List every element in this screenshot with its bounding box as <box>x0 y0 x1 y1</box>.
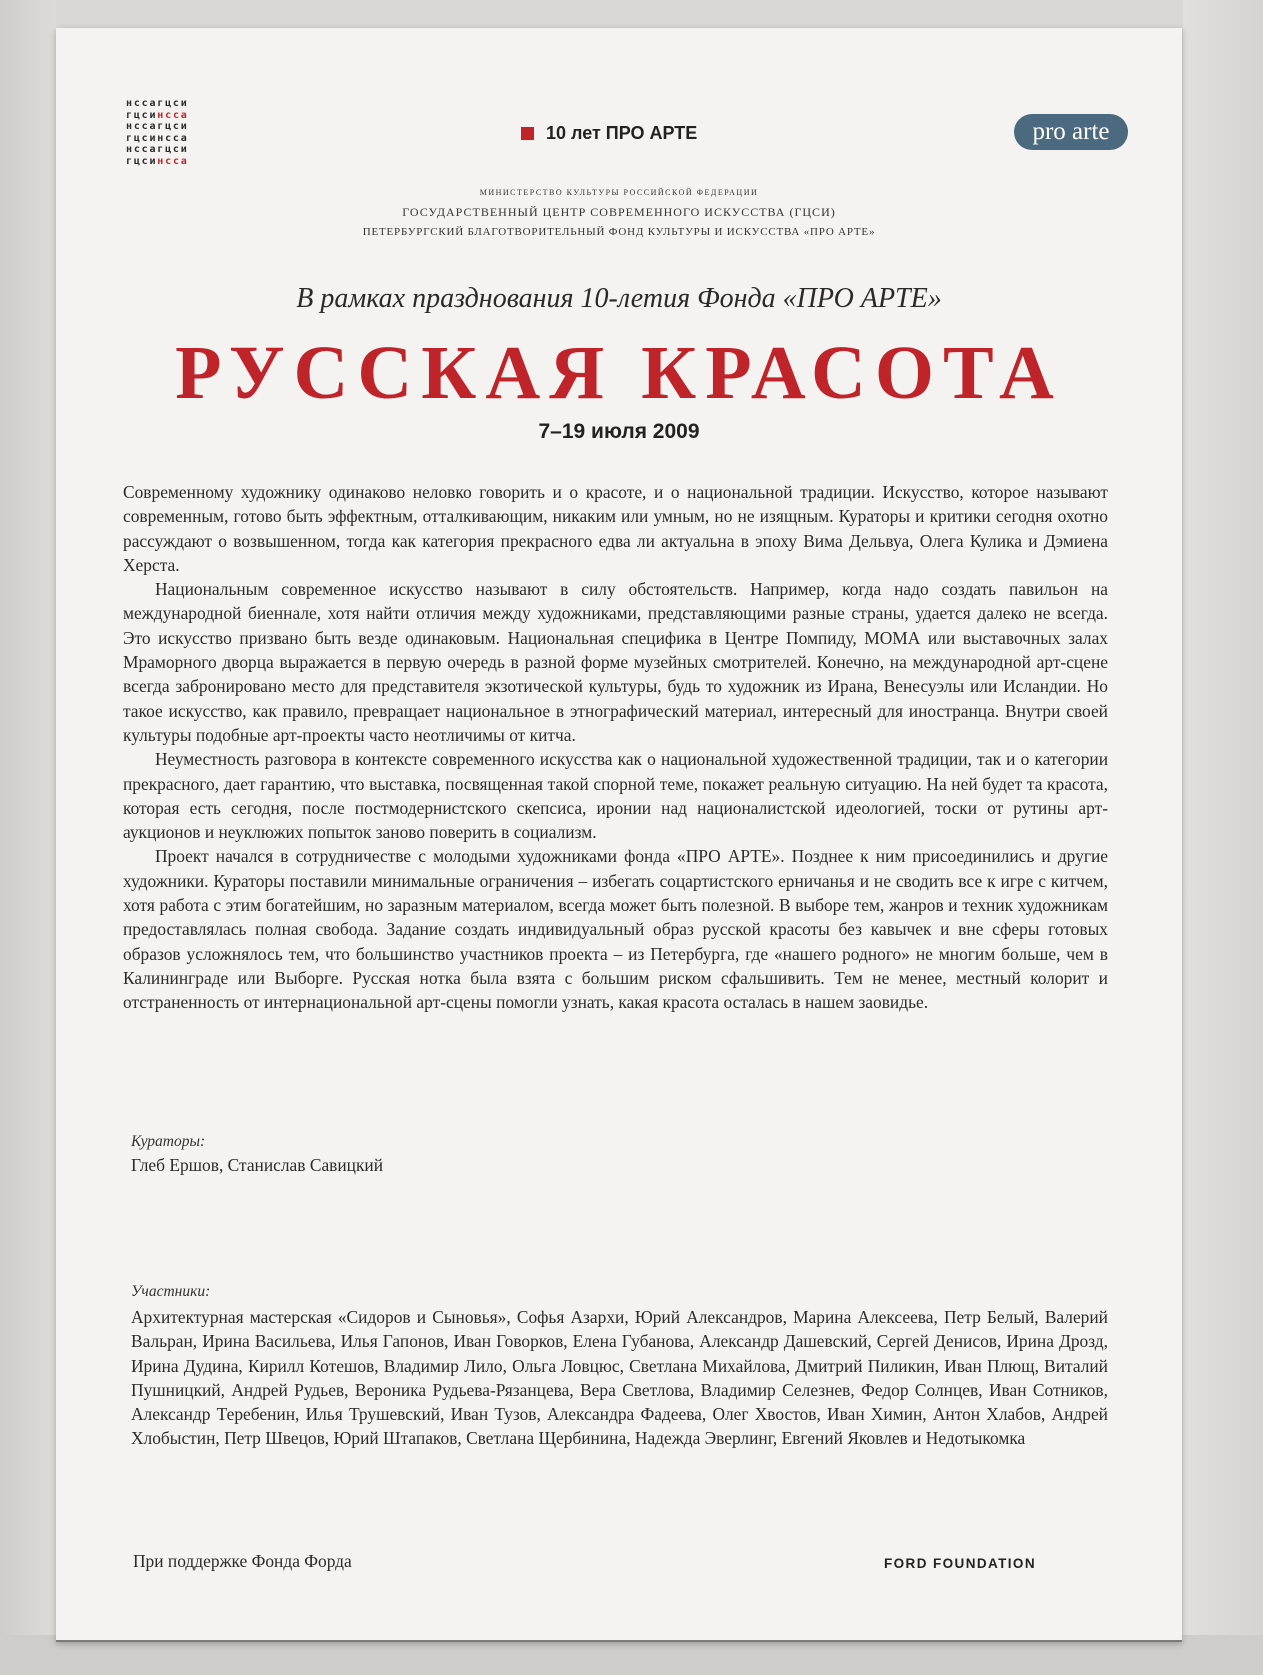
pro-arte-logo: pro arte <box>1014 114 1128 150</box>
gcsi-logo <box>126 98 189 167</box>
exhibition-dates: 7–19 июля 2009 <box>538 420 700 443</box>
paragraph: Проект начался в сотрудничестве с молодыми художниками фонда «ПРО АРТЕ». Позднее к ним присоединились и другие художники. Кураторы поставили минимальные ограничения – избегать соцартистского ерничанья и не сводить все к игре с китчем, хотя работа с этим богатейшим, но заразным материалом, всегда может быть полезной. В выборе тем, жанров и техник художникам предоставлялась полная свобода. Задание создать индивидуальный образ русской красоты без кавычек и вне сферы готовых образов усложнялось тем, что большинство участников проекта – из Петербурга, где «нашего родного» не многим больше, чем в Калининграде или Выборге. Русская нотка была взята с большим риском сфальшивить. Тем не менее, местный колорит и отстраненность от интернациональной арт-сцены помогли узнать, какая красота осталась в нашем заовидье. <box>123 846 1108 1013</box>
logo-row: гцсинсса <box>126 109 189 121</box>
body-text <box>123 480 1108 1015</box>
logo-row: гцсинсса <box>126 155 189 167</box>
exhibition-title: РУССКАЯ КРАСОТА <box>175 331 1063 415</box>
participants-list: Архитектурная мастерская «Сидоров и Сыновья», Софья Азархи, Юрий Александров, Марина Алексеева, Петр Белый, Валерий Вальран, Ирина Васильева, Илья Гапонов, Иван Говорков, Елена Губанова, Александр Дашевский, Сергей Денисов, Ирина Дрозд, Ирина Дудина, Кирилл Котешов, Владимир Лило, Ольга Ловцюс, Светлана Михайлова, Дмитрий Пиликин, Иван Плющ, Виталий Пушницкий, Андрей Рудьев, Вероника Рудьева-Рязанцева, Вера Светлова, Владимир Селезнев, Федор Солнцев, Иван Сотников, Александр Теребенин, Илья Трушевский, Иван Тузов, Александра Фадеева, Олег Хвостов, Иван Химин, Антон Хлабов, Андрей Хлобыстин, Петр Швецов, Юрий Штапаков, Светлана Щербинина, Надежда Эверлинг, Евгений Яковлев и Недотыкомка <box>131 1307 1108 1449</box>
curators-label: Кураторы: <box>131 1133 206 1150</box>
logo-row: нссагцси <box>126 121 189 132</box>
participants-label: Участники: <box>131 1283 211 1300</box>
paragraph: Национальным современное искусство называют в силу обстоятельств. Например, когда надо создать павильон на международной биеннале, хотя найти отличия между художниками, представляющими разные страны, удается далеко не всегда. Это искусство призвано быть везде одинаковым. Национальная специфика в Центре Помпиду, МОМА или выставочных залах Мраморного дворца выражается в первую очередь в разной форме музейных смотрителей. Конечно, на международной арт-сцене всегда забронировано место для представителя экзотической культуры, будь то художник из Ирана, Венесуэлы или Исландии. Но такое искусство, как правило, превращает национальное в этнографический материал, интересный для иностранца. Внутри своей культуры подобные арт-проекты часто неотличимы от китча. <box>123 579 1108 745</box>
logo-row: гцсинсса <box>126 132 189 144</box>
gcsi-line: ГОСУДАРСТВЕННЫЙ ЦЕНТР СОВРЕМЕННОГО ИСКУССТВА (ГЦСИ) <box>402 205 836 219</box>
red-square-icon <box>521 127 534 140</box>
logo-row: нссагцси <box>126 98 189 109</box>
paragraph: Неуместность разговора в контексте современного искусства как о национальной художественной традиции, так и о категории прекрасного, дает гарантию, что выставка, посвященная такой спорной теме, покажет реальную ситуацию. На ней будет та красота, которая есть сегодня, после постмодернистского скепсиса, иронии над националистской идеологией, тоски от рутины арт-аукционов и неуклюжих попыток заново поверить в социализм. <box>123 749 1108 843</box>
fund-line: ПЕТЕРБУРГСКИЙ БЛАГОТВОРИТЕЛЬНЫЙ ФОНД КУЛЬТУРЫ И ИСКУССТВА «ПРО АРТЕ» <box>362 226 876 238</box>
curators-names: Глеб Ершов, Станислав Савицкий <box>131 1155 384 1175</box>
paragraph: Современному художнику одинаково неловко говорить и о красоте, и о национальной традиции. Искусство, которое называют современным, готово быть эффектным, отталкивающим, никаким или умным, но не изящным. Кураторы и критики сегодня охотно рассуждают о возвышенном, тогда как категория прекрасного едва ли актуальна в эпоху Вима Дельвуа, Олега Кулика и Дэмиена Херста. <box>123 482 1108 575</box>
support-line: При поддержке Фонда Форда <box>133 1551 352 1571</box>
ford-foundation-logo: FORD FOUNDATION <box>884 1556 1036 1571</box>
wall-left <box>0 0 56 1675</box>
wall-right <box>1183 0 1263 1675</box>
logo-row: нссагцси <box>126 144 189 155</box>
subtitle: В рамках празднования 10-летия Фонда «ПРО АРТЕ» <box>296 283 942 314</box>
poster-sheet <box>56 28 1182 1642</box>
ministry-line: МИНИСТЕРСТВО КУЛЬТУРЫ РОССИЙСКОЙ ФЕДЕРАЦИИ <box>479 188 759 197</box>
anniversary-label: 10 лет ПРО АРТЕ <box>521 123 697 144</box>
